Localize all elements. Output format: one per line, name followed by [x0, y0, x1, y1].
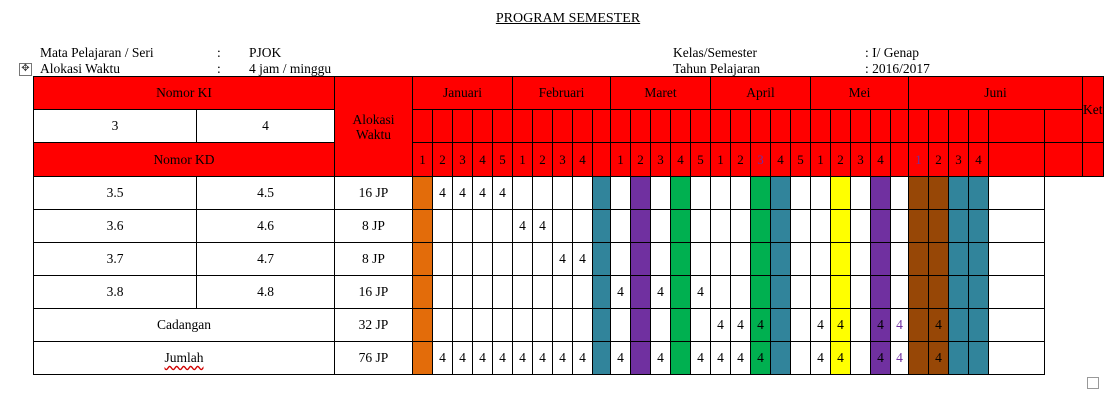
week-cell [949, 309, 969, 342]
week-cell [433, 210, 453, 243]
week-cell [871, 276, 891, 309]
week-cell [453, 309, 473, 342]
week-cell: 4 [473, 342, 493, 375]
header-ki-4: 4 [197, 110, 335, 143]
week-cell [949, 177, 969, 210]
week-cell: 4 [711, 342, 731, 375]
tahun-label: Tahun Pelajaran [673, 61, 761, 76]
week-cell [533, 243, 553, 276]
week-number: 3 [651, 143, 671, 177]
week-number: 3 [949, 143, 969, 177]
week-cell [631, 177, 651, 210]
week-number: 1 [513, 143, 533, 177]
week-cell [671, 243, 691, 276]
week-cell [751, 210, 771, 243]
header-ket: Ket [1083, 77, 1104, 143]
week-cell [493, 243, 513, 276]
week-cell [731, 177, 751, 210]
week-cell [811, 177, 831, 210]
header-month-spacer [433, 110, 453, 143]
week-cell [473, 309, 493, 342]
ket-cell [989, 243, 1045, 276]
week-number [989, 143, 1045, 177]
week-number [593, 143, 611, 177]
jp-cell: 16 JP [335, 177, 413, 210]
week-number: 1 [909, 143, 929, 177]
week-cell: 4 [433, 177, 453, 210]
week-cell: 4 [573, 342, 593, 375]
week-cell [593, 309, 611, 342]
header-month-spacer [631, 110, 651, 143]
week-number: 2 [533, 143, 553, 177]
week-number: 5 [493, 143, 513, 177]
week-cell [711, 177, 731, 210]
header-month-spacer [473, 110, 493, 143]
header-month-spacer [949, 110, 969, 143]
week-cell [771, 210, 791, 243]
alokasi-label: Alokasi Waktu [40, 61, 121, 76]
week-cell [811, 276, 831, 309]
week-cell [611, 243, 631, 276]
week-cell [969, 276, 989, 309]
week-cell: 4 [453, 177, 473, 210]
header-month-spacer [871, 110, 891, 143]
week-cell [453, 243, 473, 276]
week-cell [871, 177, 891, 210]
week-cell [771, 309, 791, 342]
header-nomor-ki: Nomor KI [34, 77, 335, 110]
week-cell: 4 [553, 243, 573, 276]
week-cell: 4 [731, 342, 751, 375]
week-cell: 4 [651, 342, 671, 375]
mapel-value: PJOK [249, 45, 282, 60]
week-cell [671, 177, 691, 210]
week-cell [811, 210, 831, 243]
week-cell [871, 243, 891, 276]
week-number: 4 [969, 143, 989, 177]
week-number: 3 [851, 143, 871, 177]
week-number: 3 [553, 143, 573, 177]
week-cell [651, 243, 671, 276]
week-cell [831, 243, 851, 276]
week-cell [671, 276, 691, 309]
kelas-label: Kelas/Semester [673, 45, 757, 60]
week-cell [651, 210, 671, 243]
week-cell [453, 210, 473, 243]
week-cell [573, 210, 593, 243]
week-cell [413, 309, 433, 342]
header-month: Maret [611, 77, 711, 110]
week-cell [731, 210, 751, 243]
week-cell [433, 276, 453, 309]
week-cell [473, 243, 493, 276]
week-cell: 4 [811, 342, 831, 375]
header-alokasi-waktu: Alokasi Waktu [335, 77, 413, 177]
kd-4-cell: 4.6 [197, 210, 335, 243]
week-cell [969, 342, 989, 375]
week-cell [691, 243, 711, 276]
week-cell: 4 [493, 342, 513, 375]
row-3-8 [34, 276, 1104, 309]
row-label [34, 342, 335, 375]
alokasi-colon: : [217, 61, 221, 76]
header-month-spacer [691, 110, 711, 143]
jp-cell: 16 JP [335, 276, 413, 309]
week-cell [593, 276, 611, 309]
week-cell [929, 243, 949, 276]
week-cell [473, 210, 493, 243]
week-cell [453, 276, 473, 309]
week-cell [791, 210, 811, 243]
week-cell [891, 243, 909, 276]
week-cell [513, 177, 533, 210]
week-cell [671, 309, 691, 342]
week-cell: 4 [929, 342, 949, 375]
ket-cell [989, 177, 1045, 210]
week-cell [631, 276, 651, 309]
week-cell: 4 [513, 210, 533, 243]
header-month: April [711, 77, 811, 110]
week-cell [851, 243, 871, 276]
week-cell [553, 309, 573, 342]
week-cell [611, 177, 631, 210]
week-cell: 4 [891, 309, 909, 342]
week-cell [473, 276, 493, 309]
week-number: 5 [691, 143, 711, 177]
header-month-spacer [413, 110, 433, 143]
header-month-spacer [929, 110, 949, 143]
header-month: Mei [811, 77, 909, 110]
week-number: 4 [473, 143, 493, 177]
week-number: 1 [711, 143, 731, 177]
week-number: 2 [929, 143, 949, 177]
week-cell [533, 177, 553, 210]
week-cell: 4 [871, 342, 891, 375]
week-number: 3 [751, 143, 771, 177]
kelas-value: : I/ Genap [865, 45, 919, 60]
week-cell: 4 [711, 309, 731, 342]
week-number: 4 [771, 143, 791, 177]
week-cell [891, 210, 909, 243]
week-cell [433, 243, 453, 276]
week-cell [751, 276, 771, 309]
week-cell [771, 243, 791, 276]
header-month-spacer [831, 110, 851, 143]
row-label [34, 309, 335, 342]
week-cell [909, 210, 929, 243]
week-cell: 4 [751, 342, 771, 375]
week-cell [631, 210, 651, 243]
header-month-spacer [751, 110, 771, 143]
kd-4-cell: 4.7 [197, 243, 335, 276]
week-cell [851, 276, 871, 309]
week-number: 2 [731, 143, 751, 177]
week-cell [611, 309, 631, 342]
week-cell [553, 210, 573, 243]
week-cell [949, 276, 969, 309]
header-month-spacer [453, 110, 473, 143]
week-cell [909, 243, 929, 276]
header-month-spacer [791, 110, 811, 143]
week-cell [771, 276, 791, 309]
row-label-text: Cadangan [157, 317, 211, 332]
week-cell [533, 276, 553, 309]
week-cell [651, 177, 671, 210]
week-cell [493, 276, 513, 309]
week-number: 2 [631, 143, 651, 177]
row-jumlah [34, 342, 1104, 375]
week-cell: 4 [691, 342, 711, 375]
week-cell: 4 [493, 177, 513, 210]
row-3-7 [34, 243, 1104, 276]
week-cell [691, 177, 711, 210]
week-cell [949, 342, 969, 375]
week-cell [691, 309, 711, 342]
week-cell [969, 243, 989, 276]
week-cell [493, 309, 513, 342]
week-cell: 4 [453, 342, 473, 375]
header-nomor-kd: Nomor KD [34, 143, 335, 177]
week-cell: 4 [611, 342, 631, 375]
week-cell [631, 243, 651, 276]
week-cell [949, 243, 969, 276]
header-month: Januari [413, 77, 513, 110]
header-ki-3: 3 [34, 110, 197, 143]
week-cell: 4 [533, 210, 553, 243]
header-month: Juni [909, 77, 1083, 110]
header-month-spacer [493, 110, 513, 143]
week-cell: 4 [831, 309, 851, 342]
header-month-spacer [513, 110, 533, 143]
kd-3-cell: 3.5 [34, 177, 197, 210]
week-cell [909, 309, 929, 342]
week-cell: 4 [871, 309, 891, 342]
week-cell [751, 243, 771, 276]
ket-cell [989, 276, 1045, 309]
header-month-spacer [969, 110, 989, 143]
kd-3-cell: 3.7 [34, 243, 197, 276]
week-cell [791, 342, 811, 375]
week-cell [711, 210, 731, 243]
week-cell: 4 [929, 309, 949, 342]
week-cell: 4 [473, 177, 493, 210]
week-cell [831, 210, 851, 243]
week-cell [969, 309, 989, 342]
week-cell: 4 [533, 342, 553, 375]
week-cell [671, 210, 691, 243]
week-cell [791, 309, 811, 342]
week-cell [573, 177, 593, 210]
week-cell [573, 276, 593, 309]
week-cell [493, 210, 513, 243]
week-cell [611, 210, 631, 243]
semester-program-table [33, 76, 1104, 375]
week-cell [731, 276, 751, 309]
week-cell [631, 309, 651, 342]
week-cell: 4 [611, 276, 631, 309]
week-cell [929, 210, 949, 243]
header-month-spacer [553, 110, 573, 143]
header-month-spacer [651, 110, 671, 143]
week-cell [851, 177, 871, 210]
week-cell [771, 177, 791, 210]
week-cell: 4 [573, 243, 593, 276]
week-number: 2 [433, 143, 453, 177]
week-cell [593, 342, 611, 375]
week-cell [593, 243, 611, 276]
week-number [1045, 143, 1083, 177]
header-month-spacer [671, 110, 691, 143]
week-cell [831, 177, 851, 210]
ket-cell [989, 210, 1045, 243]
week-cell [593, 177, 611, 210]
kd-3-cell: 3.8 [34, 276, 197, 309]
header-month-spacer [1045, 110, 1083, 143]
week-cell [909, 276, 929, 309]
week-number: 1 [413, 143, 433, 177]
jp-cell: 8 JP [335, 210, 413, 243]
week-cell [731, 243, 751, 276]
row-3-6 [34, 210, 1104, 243]
week-cell [413, 210, 433, 243]
header-month-spacer [611, 110, 631, 143]
week-cell [929, 177, 949, 210]
week-cell [791, 177, 811, 210]
header-ket-spacer [1083, 143, 1104, 177]
week-cell: 4 [433, 342, 453, 375]
week-number: 3 [453, 143, 473, 177]
week-cell [891, 276, 909, 309]
week-cell [593, 210, 611, 243]
week-cell [413, 177, 433, 210]
kd-4-cell: 4.8 [197, 276, 335, 309]
week-cell: 4 [831, 342, 851, 375]
week-cell [969, 177, 989, 210]
week-cell [811, 243, 831, 276]
week-number: 1 [811, 143, 831, 177]
week-cell: 4 [731, 309, 751, 342]
week-cell [851, 342, 871, 375]
week-cell: 4 [811, 309, 831, 342]
week-cell [791, 276, 811, 309]
week-cell [909, 177, 929, 210]
week-cell [831, 276, 851, 309]
header-month-spacer [533, 110, 553, 143]
header-month-spacer [573, 110, 593, 143]
ket-cell [989, 342, 1045, 375]
week-cell [513, 243, 533, 276]
week-cell [533, 309, 553, 342]
week-cell [969, 210, 989, 243]
week-cell [771, 342, 791, 375]
kd-4-cell: 4.5 [197, 177, 335, 210]
week-cell [433, 309, 453, 342]
table-resize-handle[interactable] [1087, 377, 1099, 389]
week-number: 5 [791, 143, 811, 177]
header-month-spacer [989, 110, 1045, 143]
week-cell [671, 342, 691, 375]
week-cell [651, 309, 671, 342]
jp-cell: 76 JP [335, 342, 413, 375]
week-cell [851, 210, 871, 243]
header-month-spacer [593, 110, 611, 143]
week-number [891, 143, 909, 177]
tahun-value: : 2016/2017 [865, 61, 930, 76]
week-cell [691, 210, 711, 243]
week-cell [553, 276, 573, 309]
week-cell [553, 177, 573, 210]
week-number: 4 [871, 143, 891, 177]
header-month-spacer [909, 110, 929, 143]
week-cell [949, 210, 969, 243]
week-cell [909, 342, 929, 375]
alokasi-value: 4 jam / minggu [249, 61, 332, 76]
header-month-spacer [851, 110, 871, 143]
header-month-spacer [731, 110, 751, 143]
kd-3-cell: 3.6 [34, 210, 197, 243]
week-number: 1 [611, 143, 631, 177]
week-cell: 4 [691, 276, 711, 309]
week-cell [851, 309, 871, 342]
week-cell: 4 [513, 342, 533, 375]
header-month-spacer [891, 110, 909, 143]
week-cell [929, 276, 949, 309]
row-label-text: Jumlah [164, 350, 204, 365]
header-month-spacer [771, 110, 791, 143]
week-cell [631, 342, 651, 375]
week-cell [791, 243, 811, 276]
week-cell [413, 243, 433, 276]
ket-cell [989, 309, 1045, 342]
row-3-5 [34, 177, 1104, 210]
week-cell [513, 309, 533, 342]
week-number: 4 [671, 143, 691, 177]
week-cell: 4 [553, 342, 573, 375]
jp-cell: 8 JP [335, 243, 413, 276]
week-cell [891, 177, 909, 210]
week-cell: 4 [891, 342, 909, 375]
week-number: 2 [831, 143, 851, 177]
week-cell [871, 210, 891, 243]
mapel-colon: : [217, 45, 221, 60]
header-month: Februari [513, 77, 611, 110]
week-cell [711, 243, 731, 276]
week-number: 4 [573, 143, 593, 177]
week-cell [711, 276, 731, 309]
jp-cell: 32 JP [335, 309, 413, 342]
week-cell: 4 [751, 309, 771, 342]
week-cell [573, 309, 593, 342]
week-cell [413, 276, 433, 309]
week-cell [751, 177, 771, 210]
header-month-spacer [811, 110, 831, 143]
week-cell: 4 [651, 276, 671, 309]
week-cell [413, 342, 433, 375]
row-cadangan [34, 309, 1104, 342]
table-move-handle-icon[interactable]: ✥ [19, 63, 32, 76]
week-cell [513, 276, 533, 309]
mapel-label: Mata Pelajaran / Seri [40, 45, 154, 60]
header-month-spacer [711, 110, 731, 143]
page-title: PROGRAM SEMESTER [495, 11, 641, 26]
